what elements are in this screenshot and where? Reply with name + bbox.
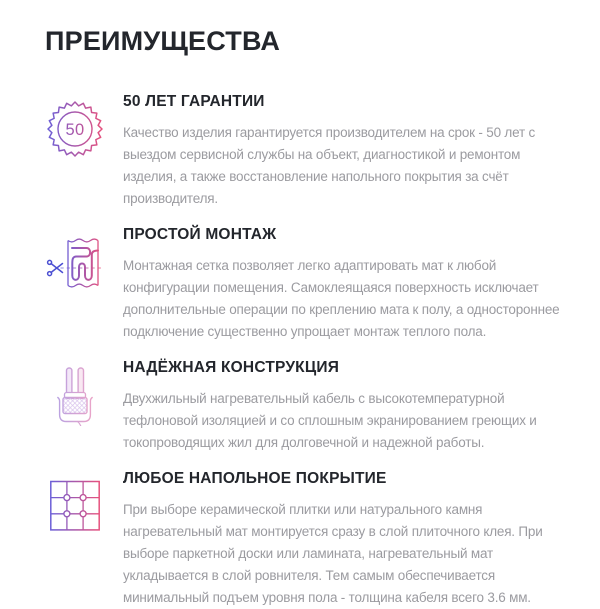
scissors-icon <box>48 260 63 275</box>
feature-title: ПРОСТОЙ МОНТАЖ <box>123 226 277 243</box>
feature-title: 50 ЛЕТ ГАРАНТИИ <box>123 93 265 110</box>
feature-title: НАДЁЖНАЯ КОНСТРУКЦИЯ <box>123 359 340 376</box>
feature-description: Монтажная сетка позволяет легко адаптировать мат к любой конфигурации помещения. Самоклеящаяся поверхность исключает дополнительные операции по креплению мата к полу, а одностороннее подключение существенно упрощает монтаж теплого пола. <box>123 258 560 339</box>
feature-floor-covering <box>45 470 560 609</box>
heating-cable-icon <box>45 364 105 426</box>
feature-description: Качество изделия гарантируется производителем на срок - 50 лет с выездом сервисной службы на объект, диагностикой и ремонтом изделия, а также восстановление напольного покрытия за счёт производителя. <box>123 125 536 206</box>
floor-tiles-icon <box>45 475 105 537</box>
page-title: ПРЕИМУЩЕСТВА <box>45 26 281 56</box>
feature-description: Двухжильный нагревательный кабель с высокотемпературной тефлоновой изоляцией и со сплошным экранированием греющих и токопроводящих жил для долговечной и надежной работы. <box>123 391 537 450</box>
warranty-50-badge-icon <box>45 98 105 160</box>
heating-mat-cutting-icon <box>45 231 105 293</box>
feature-installation <box>45 226 560 343</box>
feature-title: ЛЮБОЕ НАПОЛЬНОЕ ПОКРЫТИЕ <box>123 470 387 487</box>
cable-shield-mesh <box>63 398 87 414</box>
badge-number: 50 <box>65 121 85 139</box>
feature-description: При выборе керамической плитки или натурального камня нагревательный мат монтируется сразу в слой плиточного клея. При выборе паркетной доски или ламината, нагревательный мат укладывается в слой ровнителя. Тем самым обеспечивается минимальный подъем уровня пола - толщина кабеля всего 3.6 мм. <box>123 502 543 605</box>
feature-construction <box>45 359 560 454</box>
feature-warranty <box>45 93 560 210</box>
